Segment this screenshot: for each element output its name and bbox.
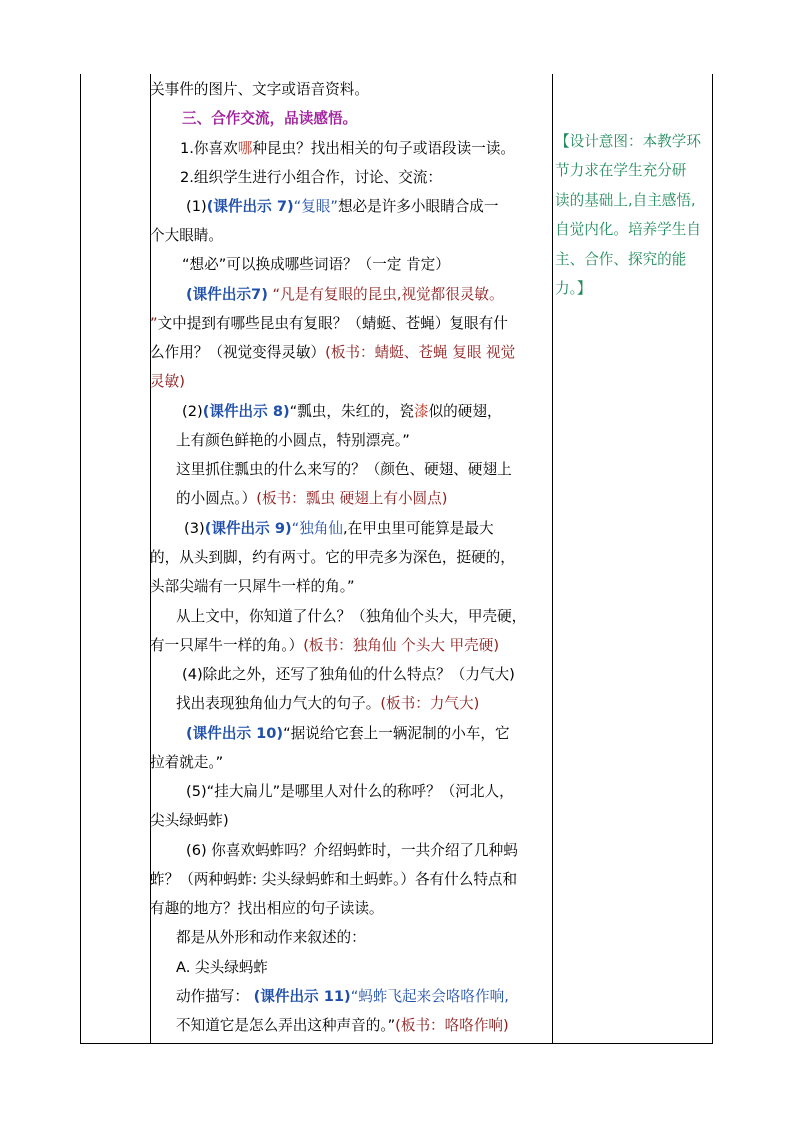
design-intent-line: 节力求在学生充分研	[555, 162, 687, 180]
text-run: (板书：力气大)	[380, 695, 480, 712]
text-line	[150, 982, 550, 1011]
text-line	[150, 631, 550, 660]
text-line	[150, 806, 550, 835]
design-intent-line: 【设计意图：本教学环	[555, 133, 701, 150]
text-run: (3)	[184, 520, 205, 537]
text-run: “独角仙	[291, 520, 343, 537]
text-run: ”	[150, 315, 158, 332]
text-line	[150, 1011, 550, 1040]
text-line	[150, 192, 550, 221]
text-line	[150, 777, 550, 806]
text-run: 这里抓住瓢虫的什么来写的？（颜色、硬翅、硬翅上	[176, 461, 512, 478]
text-run: 不知道它是怎么弄出这种声音的。”	[176, 1017, 396, 1034]
text-line	[150, 309, 550, 338]
text-line	[150, 250, 550, 279]
text-line	[150, 953, 550, 982]
text-run: (6) 你喜欢蚂蚱吗？介绍蚂蚱时，一共介绍了几种蚂	[186, 842, 518, 859]
design-intent-line: 自觉内化。培养学生自	[555, 221, 701, 239]
text-line	[150, 514, 550, 543]
text-run: 么作用？（视觉变得灵敏）	[150, 344, 326, 361]
text-run: “据说给它套上一辆泥制的小车，它	[283, 725, 510, 742]
text-line	[150, 719, 550, 748]
text-line	[150, 865, 550, 894]
text-line	[150, 894, 550, 923]
text-run: “蚂蚱飞起来会咯咯作响,	[350, 988, 509, 1005]
text-line	[150, 484, 550, 513]
text-run: (板书：蜻蜓、苍蝇 复眼 视觉	[325, 344, 516, 361]
text-run: (5)“挂大扁儿”是哪里人对什么的称呼？（河北人，	[186, 783, 514, 800]
text-line	[150, 163, 550, 192]
text-line	[150, 455, 550, 484]
text-line	[150, 280, 550, 309]
text-run: ,在甲虫里可能算是最大	[342, 520, 494, 537]
text-run: (板书：咯咯作响)	[395, 1017, 509, 1034]
table-border-right	[712, 74, 713, 1044]
design-intent-line: 读的基础上,自主感悟,	[555, 191, 696, 209]
text-line	[150, 748, 550, 777]
text-line	[150, 572, 550, 601]
text-line	[150, 367, 550, 396]
text-run: (板书：瓢虫 硬翅上有小圆点)	[256, 490, 448, 507]
text-run: 似的硬翅，	[428, 403, 502, 420]
text-line	[150, 134, 550, 163]
text-run: 的小圆点。）	[176, 490, 257, 507]
text-run: 个大眼睛。	[150, 227, 223, 244]
text-run: (课件出示 7)	[206, 198, 294, 215]
text-line	[150, 221, 550, 250]
text-line	[150, 660, 550, 689]
design-intent-line: 力。】	[555, 280, 592, 298]
text-run: (课件出示 9)	[204, 520, 292, 537]
text-run: 2.组织学生进行小组合作，讨论、交流：	[180, 169, 443, 186]
text-run: 三、合作交流，品读感悟。	[182, 110, 358, 127]
text-line	[150, 397, 550, 426]
text-run: 文中提到有哪些昆虫有复眼？（蜻蜓、苍蝇）复眼有什	[157, 315, 508, 332]
text-run: 都是从外形和动作来叙述的：	[176, 929, 366, 946]
text-run: (板书：独角仙 个头大 甲壳硬)	[303, 637, 500, 654]
text-run: 动作描写：	[176, 988, 254, 1005]
text-run: 头部尖端有一只犀牛一样的角。”	[150, 578, 355, 595]
text-run: “想必”可以换成哪些词语？（一定 肯定）	[182, 256, 450, 273]
text-line	[150, 836, 550, 865]
text-run: 拉着就走。”	[150, 754, 224, 771]
text-run: 上有颜色鲜艳的小圆点，特别漂亮。”	[176, 432, 410, 449]
text-run: 尖头绿蚂蚱)	[150, 812, 229, 829]
text-run: 漆	[413, 403, 429, 420]
text-run: 关事件的图片、文字或语音资料。	[150, 81, 369, 98]
table-border-left	[80, 74, 81, 1044]
text-line	[150, 75, 550, 104]
text-run: “复眼”	[293, 198, 338, 215]
text-run: (课件出示 11)	[253, 988, 351, 1005]
text-line	[150, 426, 550, 455]
text-run: 种昆虫？找出相关的句子或语段读一读。	[252, 140, 516, 157]
text-run: 有趣的地方？找出相应的句子读读。	[150, 900, 384, 917]
text-run: (课件出示 10)	[186, 725, 284, 742]
text-run: (课件出示 8)	[202, 403, 290, 420]
text-run: 想必是许多小眼睛合成一	[337, 198, 499, 215]
design-intent-cell	[555, 127, 711, 303]
text-run: 蚱？（两种蚂蚱: 尖头绿蚂蚱和土蚂蚱。）各有什么特点和	[150, 871, 518, 888]
text-run: (课件出示7)	[186, 286, 268, 303]
text-line	[150, 689, 550, 718]
text-run: “瓢虫，朱红的，瓷	[289, 403, 414, 420]
text-line	[150, 338, 550, 367]
text-line	[150, 923, 550, 952]
text-run: (4)除此之外，还写了独角仙的什么特点？（力气大)	[182, 666, 515, 683]
text-run: 找出表现独角仙力气大的句子。	[176, 695, 381, 712]
text-run: 的，从头到脚，约有两寸。它的甲壳多为深色，挺硬的，	[150, 549, 515, 566]
text-run: (1)	[186, 198, 207, 215]
text-run: A. 尖头绿蚂蚱	[176, 959, 268, 976]
text-run: 有一只犀牛一样的角。）	[150, 637, 304, 654]
teaching-process-cell	[150, 74, 550, 1044]
text-run: 1.你喜欢	[180, 140, 238, 157]
text-run: 从上文中，你知道了什么？（独角仙个头大，甲壳硬，	[176, 608, 527, 625]
text-line	[150, 543, 550, 572]
text-run: 灵敏)	[150, 373, 185, 390]
text-line	[150, 602, 550, 631]
table-column-divider	[552, 74, 553, 1044]
text-run: 哪	[237, 140, 253, 157]
text-run: “凡是有复眼的昆虫,视觉都很灵敏。	[267, 286, 504, 303]
design-intent-line: 主、合作、探究的能	[555, 250, 687, 268]
text-run: (2)	[182, 403, 203, 420]
text-line	[150, 104, 550, 133]
